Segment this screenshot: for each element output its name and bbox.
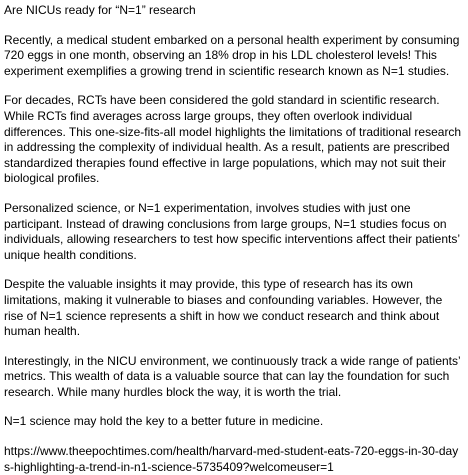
paragraph-limitations: Despite the valuable insights it may provide, this type of research has its own limitations, making it vulnerable to biases and confounding variables. However, the rise of N=1 science represents a shift in how we conduct research and think about human health. <box>4 277 443 339</box>
paragraph-intro: Recently, a medical student embarked on a personal health experiment by consuming 720 eggs in one month, observing an 18% drop in his LDL cholesterol levels! This experiment exemplifies a growing trend in scientific research known as N=1 studies. <box>4 32 460 78</box>
paragraph-nicu: Interestingly, in the NICU environment, we continuously track a wide range of patients’ metrics. This wealth of data is a valuable source that can lay the foundation for such research. While many hurdles block the way, it is worth the trial. <box>4 353 461 399</box>
source-link[interactable]: https://www.theepochtimes.com/health/harvard-med-student-eats-720-eggs-in-30-days-highlighting-a-trend-in-n1-science-5735409?welcomeuser=1 <box>4 444 459 474</box>
paragraph-personalized-science: Personalized science, or N=1 experimentation, involves studies with just one participant. Instead of drawing conclusions from large groups, N=1 studies focus on individuals, allowing researchers to test how specific interventions affect their patients’ unique health conditions. <box>4 200 460 262</box>
paragraph-rcts: For decades, RCTs have been considered the gold standard in scientific research. While RCTs find averages across large groups, they often overlook individual differences. This one-size-fits-all model highlights the limitations of traditional research in addressing the complexity of individual health. As a result, patients are prescribed standardized therapies found effective in large populations, which may not suit their biological profiles. <box>4 93 462 186</box>
paragraph-conclusion: N=1 science may hold the key to a better future in medicine. <box>4 414 324 429</box>
document-title: Are NICUs ready for “N=1” research <box>4 3 196 17</box>
